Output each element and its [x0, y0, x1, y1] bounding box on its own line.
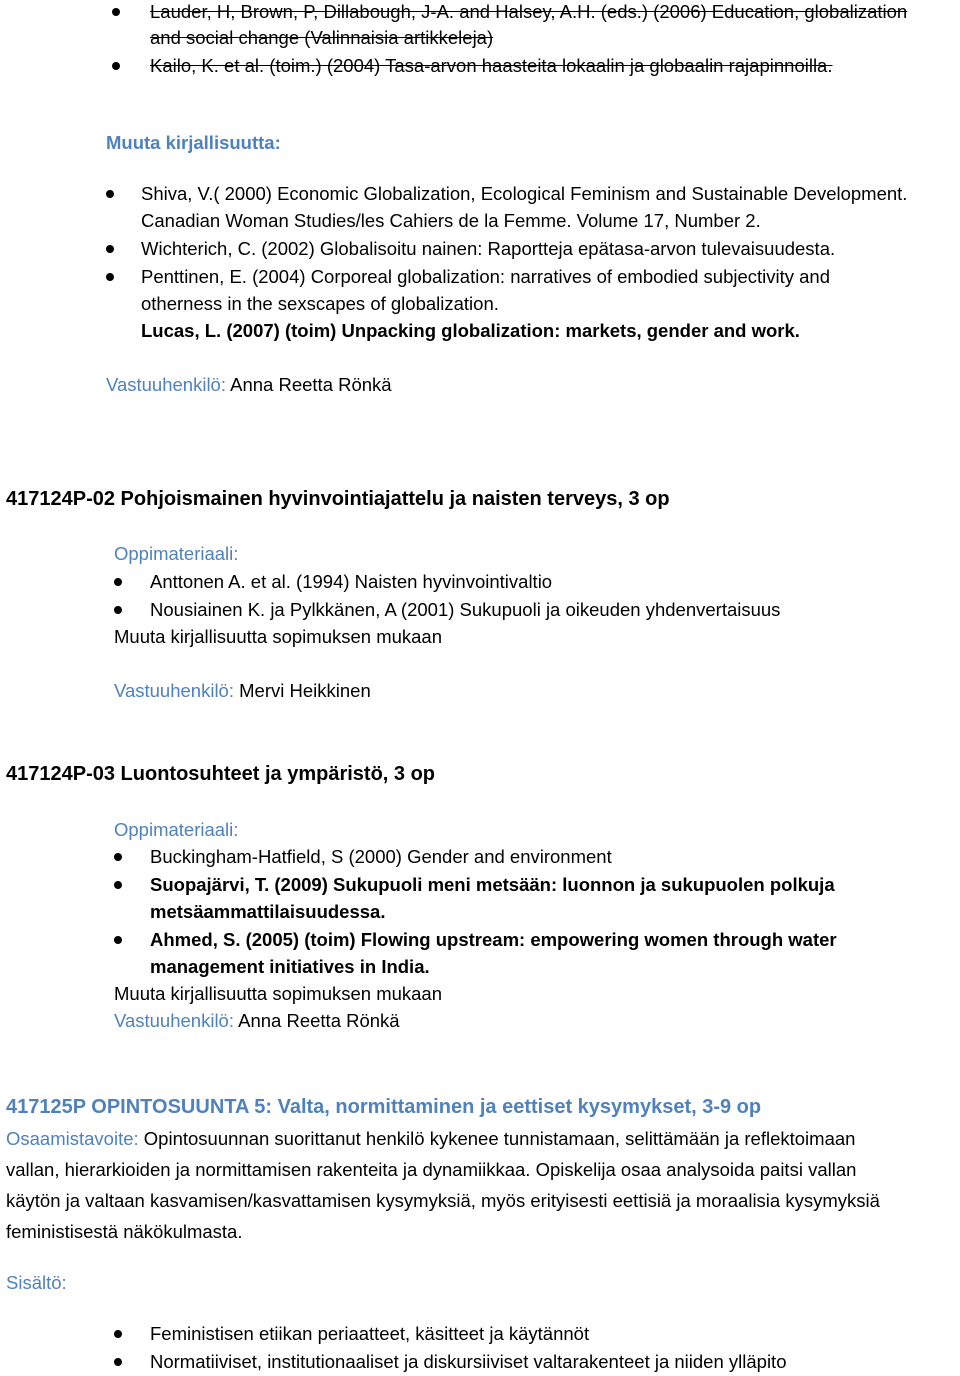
responsible-person [106, 373, 392, 397]
goals-text-cont: feministisestä näkökulmasta. [6, 1221, 243, 1242]
materials-label: Oppimateriaali: [114, 819, 239, 840]
course-title: 417124P-02 Pohjoismainen hyvinvointiajattelu ja naisten terveys, 3 op [6, 488, 670, 510]
list-item-extra: Lucas, L. (2007) (toim) Unpacking globalization: markets, gender and work. [141, 320, 800, 341]
list-item-cont: management initiatives in India. [150, 956, 430, 977]
list-item: Wichterich, C. (2002) Globalisoitu nainen: Raportteja epätasa-arvon tulevaisuudesta. [141, 238, 836, 259]
bullet [106, 273, 114, 281]
goals-text-cont: vallan, hierarkioiden ja normittamisen rakenteita ja dynamiikkaa. Opiskelija osaa analysoida paitsi vallan [6, 1159, 857, 1180]
list-item: Anttonen A. et al. (1994) Naisten hyvinvointivaltio [150, 571, 553, 592]
bullet [114, 853, 122, 861]
study-track-title [6, 1095, 761, 1119]
bullet [112, 62, 120, 70]
bullet [114, 936, 122, 944]
bullet [114, 1330, 122, 1338]
list-item: Penttinen, E. (2004) Corporeal globalization: narratives of embodied subjectivity and [141, 266, 831, 287]
list-item: Kailo, K. et al. (toim.) (2004) Tasa-arvon haasteita lokaalin ja globaalin rajapinnoilla. [150, 55, 833, 76]
list-item: Buckingham-Hatfield, S (2000) Gender and environment [150, 846, 612, 867]
goals-text: Opintosuunnan suorittanut henkilö kykenee tunnistamaan, selittämään ja reflektoimaan [143, 1128, 856, 1149]
list-item-cont: metsäammattilaisuudessa. [150, 901, 386, 922]
other-literature: Muuta kirjallisuutta sopimuksen mukaan [114, 983, 443, 1004]
study-track-name: OPINTOSUUNTA 5: Valta, normittaminen ja eettiset kysymykset, 3-9 op [91, 1096, 762, 1118]
responsible-label: Vastuuhenkilö: [114, 680, 234, 701]
list-item: Normatiiviset, institutionaaliset ja diskursiiviset valtarakenteet ja niiden ylläpito [150, 1351, 787, 1372]
bullet [114, 606, 122, 614]
content-label: Sisältö: [6, 1272, 67, 1293]
responsible-name: Anna Reetta Rönkä [230, 374, 392, 395]
goals-label: Osaamistavoite: [6, 1128, 139, 1149]
bullet [114, 881, 122, 889]
list-item: Feministisen etiikan periaatteet, käsitteet ja käytännöt [150, 1323, 590, 1344]
list-item: Suopajärvi, T. (2009) Sukupuoli meni metsään: luonnon ja sukupuolen polkuja [150, 874, 835, 895]
responsible-label: Vastuuhenkilö: [114, 1010, 234, 1031]
responsible-person [114, 679, 371, 703]
section-heading: Muuta kirjallisuutta: [106, 132, 281, 153]
materials-label: Oppimateriaali: [114, 543, 239, 564]
list-item-cont: and social change (Valinnaisia artikkeleja) [150, 27, 494, 48]
bullet [114, 578, 122, 586]
bullet [106, 245, 114, 253]
list-item: Shiva, V.( 2000) Economic Globalization, Ecological Feminism and Sustainable Development. [141, 183, 908, 204]
bullet [112, 8, 120, 16]
responsible-person [114, 1009, 400, 1033]
goals-text-cont: käytön ja valtaan kasvamisen/kasvattamisen kysymyksiä, myös erityisesti eettisiä ja moraalisia kysymyksiä [6, 1190, 880, 1211]
list-item: Lauder, H, Brown, P, Dillabough, J-A. and Halsey, A.H. (eds.) (2006) Education, globalization [150, 1, 908, 22]
learning-goals [6, 1127, 855, 1151]
other-literature: Muuta kirjallisuutta sopimuksen mukaan [114, 626, 443, 647]
course-title: 417124P-03 Luontosuhteet ja ympäristö, 3 op [6, 763, 436, 785]
list-item: Ahmed, S. (2005) (toim) Flowing upstream: empowering women through water [150, 929, 837, 950]
responsible-name: Anna Reetta Rönkä [238, 1010, 400, 1031]
bullet [106, 190, 114, 198]
bullet [114, 1358, 122, 1366]
list-item-cont: Canadian Woman Studies/les Cahiers de la Femme. Volume 17, Number 2. [141, 210, 761, 231]
responsible-name: Mervi Heikkinen [239, 680, 371, 701]
list-item: Nousiainen K. ja Pylkkänen, A (2001) Sukupuoli ja oikeuden yhdenvertaisuus [150, 599, 781, 620]
responsible-label: Vastuuhenkilö: [106, 374, 226, 395]
list-item-cont: otherness in the sexscapes of globalization. [141, 293, 499, 314]
study-track-code: 417125P [6, 1096, 86, 1118]
